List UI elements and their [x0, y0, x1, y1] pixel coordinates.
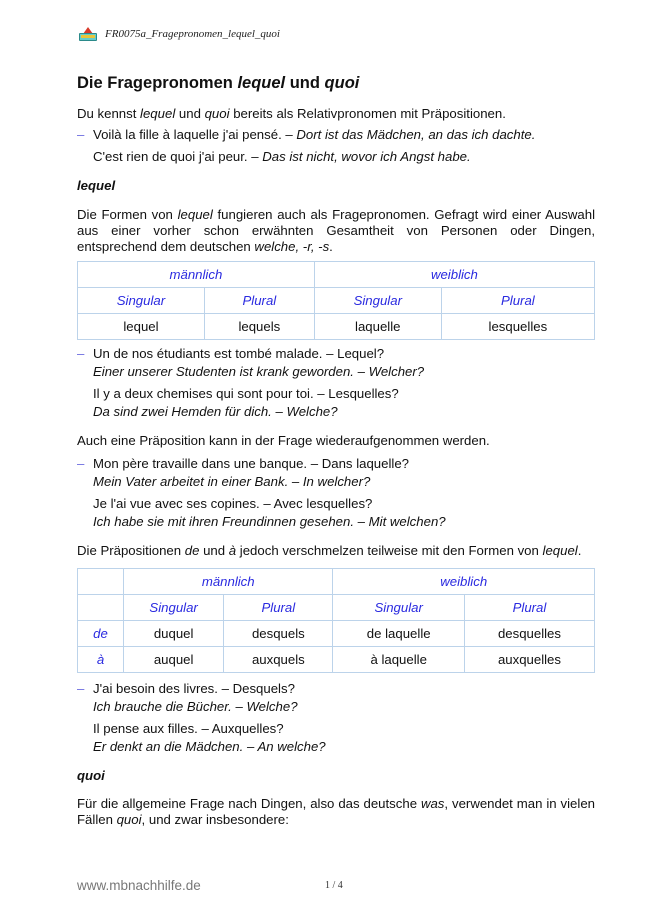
list-dash-marker: –: [77, 681, 85, 696]
header-maennlich: männlich: [78, 262, 315, 288]
example-de: Einer unserer Studenten ist krank geworden. – Welcher?: [93, 364, 425, 379]
header-weiblich: weiblich: [314, 262, 594, 288]
document-filename: FR0075a_Fragepronomen_lequel_quoi: [105, 28, 280, 40]
list-dash-marker: –: [77, 346, 85, 361]
example-de: Da sind zwei Hemden für dich. – Welche?: [93, 404, 338, 419]
quoi-description: Für die allgemeine Frage nach Dingen, also das deutsche was, verwendet man in vielen Fällen quoi, und zwar insbesondere:: [77, 796, 595, 827]
section-heading-quoi: quoi: [77, 768, 105, 783]
example-de: Er denkt an die Mädchen. – An welche?: [93, 739, 326, 754]
table-cell: auquel: [124, 647, 224, 673]
table-cell: lesquelles: [441, 314, 594, 340]
header-singular: Singular: [78, 288, 205, 314]
table-cell: desquels: [224, 621, 333, 647]
row-label-de: de: [78, 621, 124, 647]
example-de: Mein Vater arbeitet in einer Bank. – In welcher?: [93, 474, 371, 489]
list-dash-marker: –: [77, 456, 85, 471]
table-cell: lequels: [204, 314, 314, 340]
table-cell: lequel: [78, 314, 205, 340]
preposition-paragraph: Auch eine Präposition kann in der Frage wiederaufgenommen werden.: [77, 433, 490, 448]
header-plural: Plural: [464, 595, 594, 621]
page-title: Die Fragepronomen lequel und quoi: [77, 74, 360, 92]
header-singular: Singular: [314, 288, 441, 314]
table-row: [78, 621, 595, 647]
header-maennlich: männlich: [124, 569, 333, 595]
table-cell: desquelles: [464, 621, 594, 647]
book-house-logo-icon: [79, 27, 97, 41]
table-cell: à laquelle: [333, 647, 465, 673]
empty-corner-cell: [78, 595, 124, 621]
document-header: [79, 27, 280, 41]
table-cell: auxquelles: [464, 647, 594, 673]
intro-example-1: Voilà la fille à laquelle j'ai pensé. – Dort ist das Mädchen, an das ich dachte.: [93, 127, 536, 142]
page-number: 1 / 4: [325, 880, 343, 891]
table-cell: auxquels: [224, 647, 333, 673]
example-fr: Il y a deux chemises qui sont pour toi. – Lesquelles?: [93, 386, 399, 401]
table-cell: duquel: [124, 621, 224, 647]
row-label-a: à: [78, 647, 124, 673]
table-cell: de laquelle: [333, 621, 465, 647]
merge-paragraph: Die Präpositionen de und à jedoch verschmelzen teilweise mit den Formen von lequel.: [77, 543, 582, 558]
table-row: [78, 314, 595, 340]
header-singular: Singular: [333, 595, 465, 621]
intro-paragraph: Du kennst lequel und quoi bereits als Relativpronomen mit Präpositionen.: [77, 106, 506, 121]
example-de: Ich brauche die Bücher. – Welche?: [93, 699, 298, 714]
example-fr: Je l'ai vue avec ses copines. – Avec lesquelles?: [93, 496, 373, 511]
example-de: Ich habe sie mit ihren Freundinnen gesehen. – Mit welchen?: [93, 514, 446, 529]
header-singular: Singular: [124, 595, 224, 621]
header-plural: Plural: [224, 595, 333, 621]
contracted-forms-table: [77, 568, 595, 673]
section-heading-lequel: lequel: [77, 178, 116, 193]
example-fr: J'ai besoin des livres. – Desquels?: [93, 681, 295, 696]
header-plural: Plural: [441, 288, 594, 314]
header-plural: Plural: [204, 288, 314, 314]
lequel-forms-table: [77, 261, 595, 340]
website-link[interactable]: www.mbnachhilfe.de: [77, 878, 201, 893]
header-weiblich: weiblich: [333, 569, 595, 595]
table-cell: laquelle: [314, 314, 441, 340]
intro-example-2: C'est rien de quoi j'ai peur. – Das ist nicht, wovor ich Angst habe.: [93, 149, 471, 164]
list-dash-marker: –: [77, 127, 85, 142]
example-fr: Un de nos étudiants est tombé malade. – Lequel?: [93, 346, 385, 361]
table-row: [78, 647, 595, 673]
example-fr: Il pense aux filles. – Auxquelles?: [93, 721, 284, 736]
empty-corner-cell: [78, 569, 124, 595]
example-fr: Mon père travaille dans une banque. – Dans laquelle?: [93, 456, 409, 471]
lequel-description: Die Formen von lequel fungieren auch als Fragepronomen. Gefragt wird einer Auswahl aus einer vorher schon erwähnten Gesamtheit von Personen oder Dingen, entsprechend dem deutschen welche, -r, -s.: [77, 207, 595, 254]
